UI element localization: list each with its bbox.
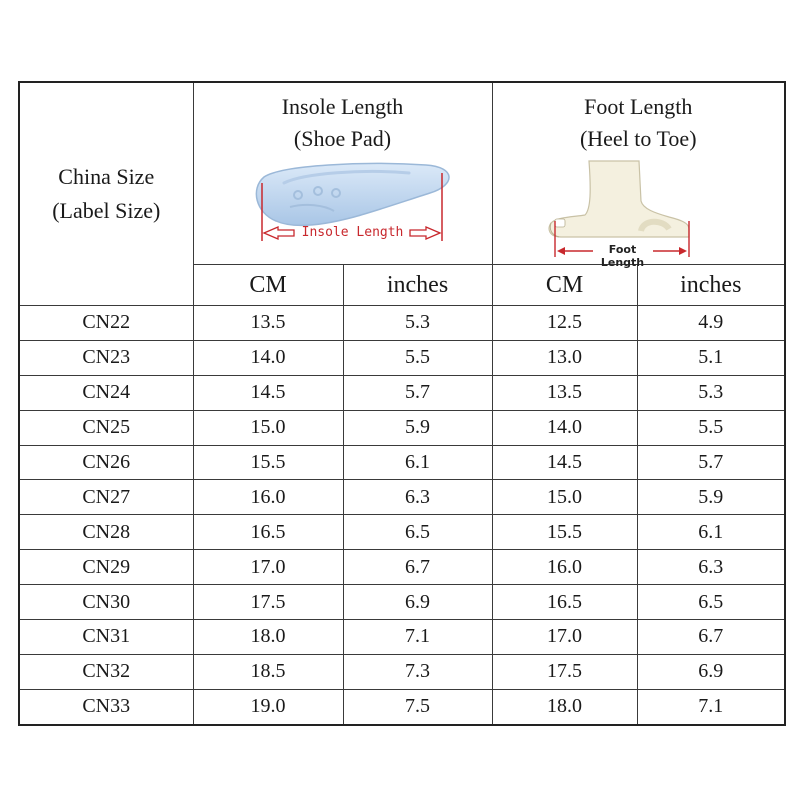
insole-cm-cell: 16.5 <box>193 515 343 550</box>
china-size-cell: CN24 <box>19 375 193 410</box>
insole-inches-cell: 6.5 <box>343 515 492 550</box>
china-size-cell: CN22 <box>19 306 193 341</box>
china-size-cell: CN28 <box>19 515 193 550</box>
foot-cm-cell: 17.5 <box>492 654 637 689</box>
insole-length-header <box>193 82 492 265</box>
insole-inches-cell: 5.3 <box>343 306 492 341</box>
china-size-title: China Size <box>58 164 155 189</box>
foot-cm-cell: 15.0 <box>492 480 637 515</box>
insole-inches-cell: 6.3 <box>343 480 492 515</box>
foot-inches-cell: 6.3 <box>637 550 785 585</box>
table-row <box>19 654 785 689</box>
insole-cm-cell: 16.0 <box>193 480 343 515</box>
foot-cm-header: CM <box>492 265 637 306</box>
insole-inches-cell: 6.1 <box>343 445 492 480</box>
insole-cm-cell: 19.0 <box>193 689 343 724</box>
foot-cm-cell: 12.5 <box>492 306 637 341</box>
table-row <box>19 480 785 515</box>
foot-inches-cell: 6.9 <box>637 654 785 689</box>
foot-length-art-label: Foot Length <box>600 243 645 269</box>
china-size-cell: CN25 <box>19 410 193 445</box>
china-size-cell: CN23 <box>19 340 193 375</box>
insole-length-title: Insole Length <box>281 94 404 119</box>
china-size-cell: CN31 <box>19 620 193 655</box>
foot-inches-cell: 6.5 <box>637 585 785 620</box>
insole-cm-cell: 13.5 <box>193 306 343 341</box>
china-size-cell: CN33 <box>19 689 193 724</box>
label-size-subtitle: (Label Size) <box>52 198 161 223</box>
insole-inches-cell: 7.1 <box>343 620 492 655</box>
table-row <box>19 306 785 341</box>
foot-cm-cell: 18.0 <box>492 689 637 724</box>
insole-cm-cell: 14.5 <box>193 375 343 410</box>
table-row <box>19 340 785 375</box>
insole-cm-cell: 15.5 <box>193 445 343 480</box>
china-size-header <box>19 82 193 306</box>
foot-length-header <box>492 82 785 269</box>
shoe-pad-subtitle: (Shoe Pad) <box>293 126 392 151</box>
foot-length-title: Foot Length <box>584 94 693 119</box>
foot-illustration-icon <box>493 159 785 269</box>
table-row <box>19 410 785 445</box>
foot-inches-header: inches <box>637 265 785 306</box>
table-row <box>19 585 785 620</box>
foot-inches-cell: 6.7 <box>637 620 785 655</box>
foot-cm-cell: 14.0 <box>492 410 637 445</box>
size-chart-table <box>18 81 786 726</box>
insole-cm-cell: 17.0 <box>193 550 343 585</box>
table-row <box>19 445 785 480</box>
china-size-cell: CN26 <box>19 445 193 480</box>
foot-inches-cell: 5.7 <box>637 445 785 480</box>
insole-inches-cell: 5.7 <box>343 375 492 410</box>
foot-cm-cell: 16.0 <box>492 550 637 585</box>
foot-inches-cell: 5.1 <box>637 340 785 375</box>
insole-inches-cell: 5.9 <box>343 410 492 445</box>
foot-inches-cell: 7.1 <box>637 689 785 724</box>
insole-cm-header: CM <box>193 265 343 306</box>
insole-inches-header: inches <box>343 265 492 306</box>
foot-cm-cell: 17.0 <box>492 620 637 655</box>
insole-cm-cell: 18.0 <box>193 620 343 655</box>
insole-inches-cell: 7.3 <box>343 654 492 689</box>
foot-inches-cell: 5.9 <box>637 480 785 515</box>
china-size-cell: CN29 <box>19 550 193 585</box>
china-size-cell: CN30 <box>19 585 193 620</box>
china-size-cell: CN32 <box>19 654 193 689</box>
foot-inches-cell: 4.9 <box>637 306 785 341</box>
foot-inches-cell: 6.1 <box>637 515 785 550</box>
insole-cm-cell: 15.0 <box>193 410 343 445</box>
foot-cm-cell: 16.5 <box>492 585 637 620</box>
table-row <box>19 620 785 655</box>
foot-cm-cell: 13.0 <box>492 340 637 375</box>
foot-cm-cell: 15.5 <box>492 515 637 550</box>
heel-to-toe-subtitle: (Heel to Toe) <box>579 126 697 151</box>
insole-inches-cell: 6.9 <box>343 585 492 620</box>
foot-inches-cell: 5.5 <box>637 410 785 445</box>
table-row <box>19 515 785 550</box>
insole-illustration-icon <box>194 159 492 259</box>
insole-cm-cell: 14.0 <box>193 340 343 375</box>
foot-cm-cell: 13.5 <box>492 375 637 410</box>
insole-inches-cell: 6.7 <box>343 550 492 585</box>
insole-inches-cell: 5.5 <box>343 340 492 375</box>
table-row <box>19 689 785 724</box>
china-size-cell: CN27 <box>19 480 193 515</box>
foot-cm-cell: 14.5 <box>492 445 637 480</box>
insole-cm-cell: 17.5 <box>193 585 343 620</box>
insole-length-art-label: Insole Length <box>301 225 404 240</box>
table-row <box>19 375 785 410</box>
table-row <box>19 550 785 585</box>
foot-inches-cell: 5.3 <box>637 375 785 410</box>
insole-cm-cell: 18.5 <box>193 654 343 689</box>
insole-inches-cell: 7.5 <box>343 689 492 724</box>
